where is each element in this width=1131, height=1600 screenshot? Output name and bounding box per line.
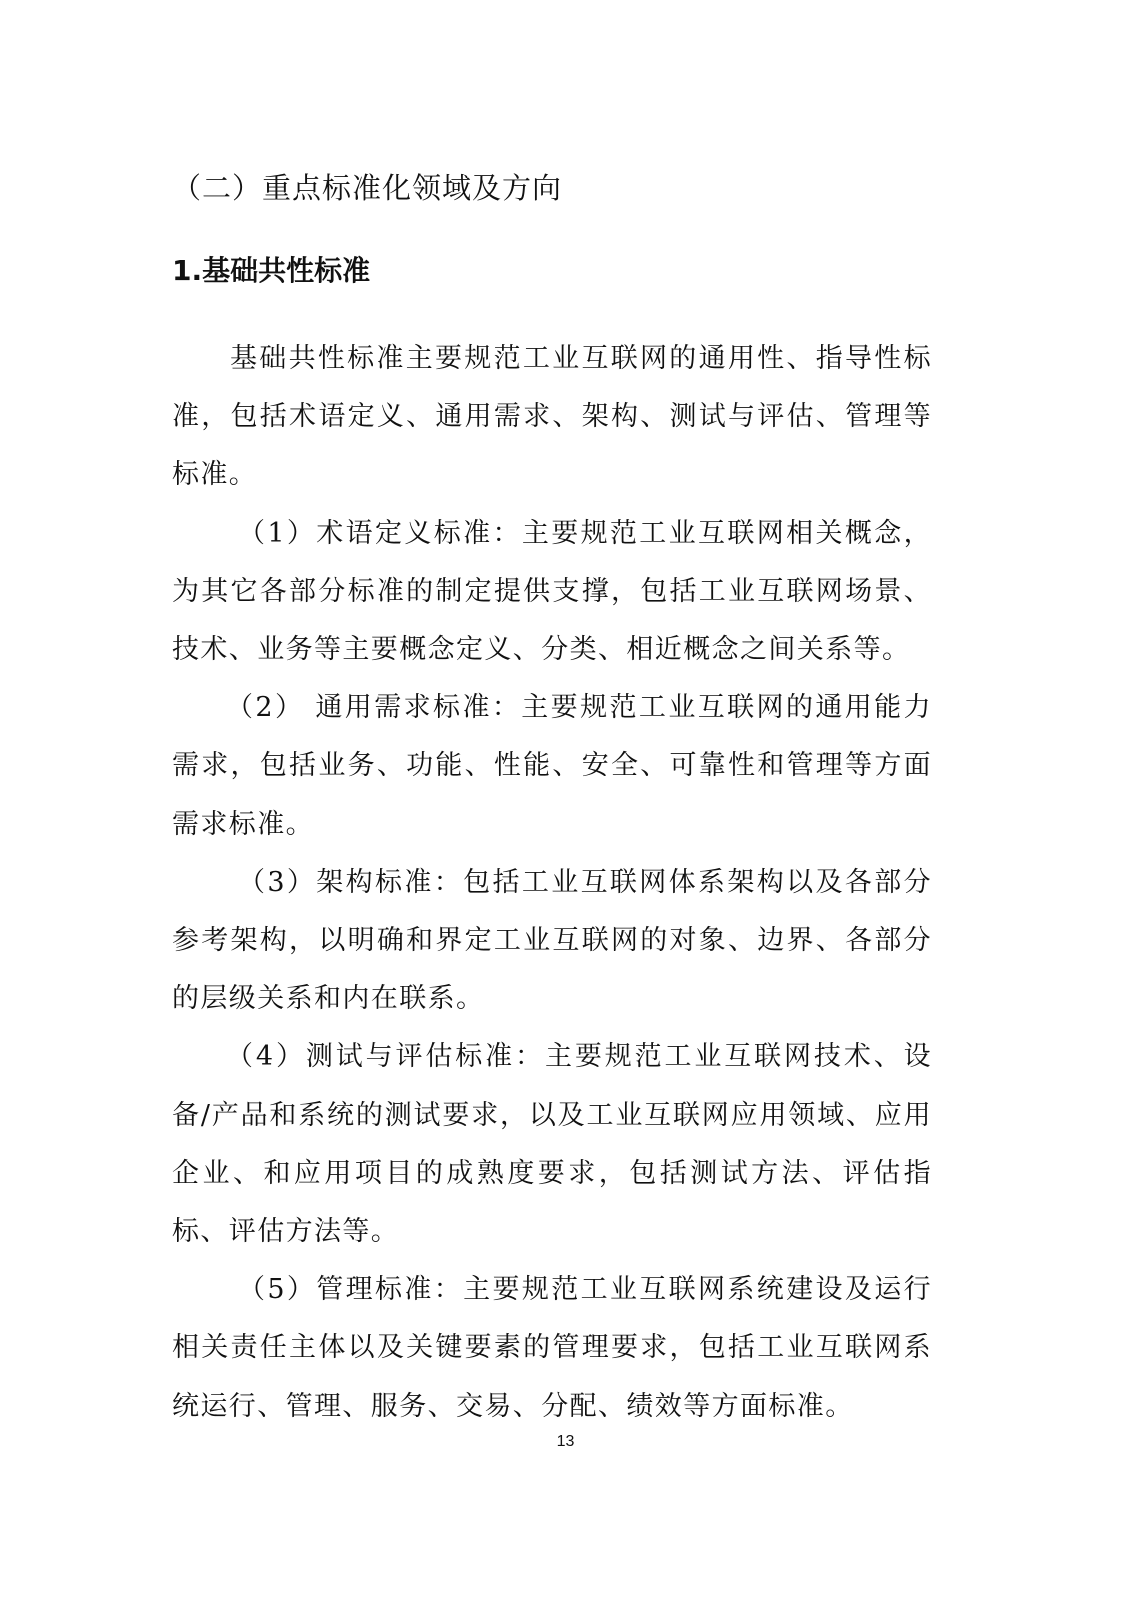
paragraph-architecture-standards: （3）架构标准：包括工业互联网体系架构以及各部分参考架构，以明确和界定工业互联网的对象、边界、各部分的层级关系和内在联系。 [172,866,932,1015]
paragraph-terminology-standards: （1）术语定义标准：主要规范工业互联网相关概念，为其它各部分标准的制定提供支撑，包括工业互联网场景、技术、业务等主要概念定义、分类、相近概念之间关系等。 [172,517,932,666]
intro-paragraph: 基础共性标准主要规范工业互联网的通用性、指导性标准，包括术语定义、通用需求、架构、测试与评估、管理等标准。 [172,343,932,491]
paragraph-testing-evaluation-standards: （4）测试与评估标准：主要规范工业互联网技术、设备/产品和系统的测试要求，以及工业互联网应用领域、应用企业、和应用项目的成熟度要求，包括测试方法、评估指标、评估方法等。 [172,1041,932,1248]
subsection-heading: 1.基础共性标准 [172,254,371,287]
body-text [172,330,932,1436]
paragraph-general-requirements-standards: （2） 通用需求标准：主要规范工业互联网的通用能力需求，包括业务、功能、性能、安全、可靠性和管理等方面需求标准。 [172,692,932,840]
page-number: 13 [556,1433,575,1450]
paragraph-management-standards: （5）管理标准：主要规范工业互联网系统建设及运行相关责任主体以及关键要素的管理要求，包括工业互联网系统运行、管理、服务、交易、分配、绩效等方面标准。 [172,1274,932,1422]
section-heading: （二）重点标准化领域及方向 [172,171,563,205]
